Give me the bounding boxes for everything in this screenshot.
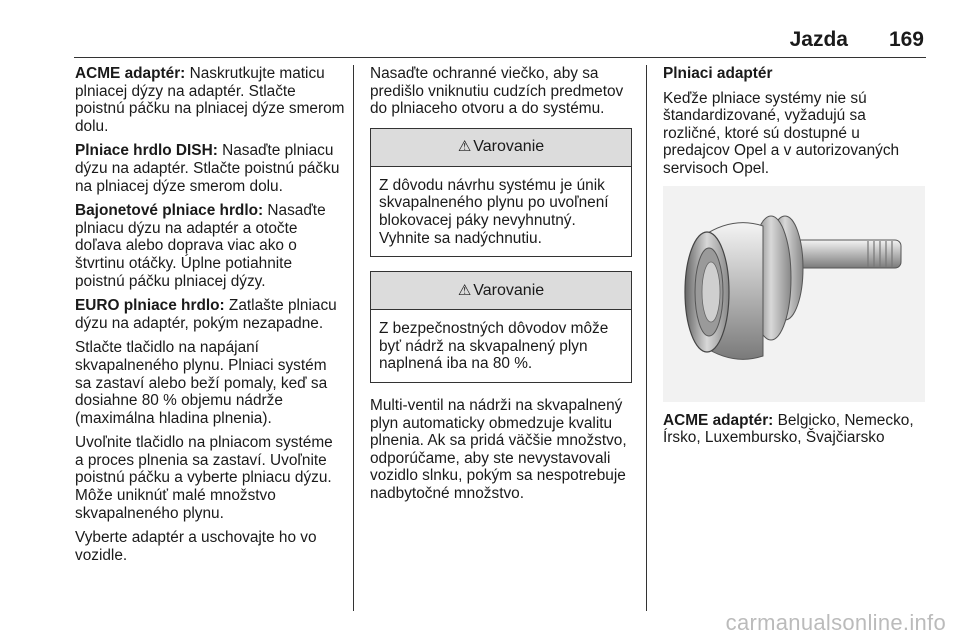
paragraph-euro	[75, 297, 345, 332]
column-1	[75, 65, 345, 571]
paragraph-text: Nasaďte plniacu dýzu na adaptér a otočte doľava alebo doprava viac ako o štvrtinu otáčky. Úplne potiahnite poistnú páčku plniacej dýzy.	[75, 202, 326, 290]
warning-text: Z bezpečnostných dôvodov môže byť nádrž na skvapalnený plyn naplnená iba na 80 %.	[379, 320, 609, 373]
paragraph-press-button: Stlačte tlačidlo na napájaní skvapalneného plynu. Plniaci systém sa zastaví alebo beží pomaly, keď sa dosiahne 80 % objemu nádrže (maximálna hladina plnenia).	[75, 339, 328, 427]
paragraph-release-button: Uvoľnite tlačidlo na plniacom systéme a proces plnenia sa zastaví. Uvoľnite poistnú páčku a vyberte plniacu dýzu. Môže uniknúť malé množstvo skvapalneného plynu.	[75, 434, 333, 522]
acme-adapter-figure	[663, 186, 925, 402]
acme-adapter-illustration-icon	[663, 186, 925, 402]
paragraph-protective-cap: Nasaďte ochranné viečko, aby sa predišlo vniknutiu cudzích predmetov do plniaceho otvoru a do systému.	[370, 65, 624, 118]
term-label: Bajonetové plniace hrdlo:	[75, 202, 264, 220]
page-header	[0, 26, 960, 56]
warning-triangle-icon: ⚠	[457, 281, 472, 299]
warning-box-1	[370, 128, 632, 257]
warning-header	[371, 272, 631, 310]
paragraph-text: Zatlašte plniacu dýzu na adaptér, pokým nezapadne.	[75, 297, 337, 332]
warning-title: Varovanie	[473, 281, 545, 299]
page-number: 169	[888, 28, 924, 51]
term-label: EURO plniace hrdlo:	[75, 297, 225, 315]
caption-text: Belgicko, Nemecko, Írsko, Luxembursko, Švajčiarsko	[663, 411, 914, 447]
paragraph-remove-adapter: Vyberte adaptér a uschovajte ho vo vozidle.	[75, 529, 317, 564]
paragraph-multi-valve: Multi-ventil na nádrži na skvapalnený plyn automaticky obmedzuje kvalitu plnenia. Ak sa pridá väčšie množstvo, odporúčame, aby ste nevystavovali vozidlo slnku, pokým sa nespotrebuje nadbytočné množstvo.	[370, 396, 627, 502]
column-divider-2	[646, 65, 647, 611]
column-2	[370, 65, 635, 510]
warning-title: Varovanie	[473, 138, 545, 156]
paragraph-text: Naskrutkujte maticu plniacej dýzy na adaptér. Stlačte poistnú páčku na plniacej dýze smerom dolu.	[75, 65, 345, 135]
warning-triangle-icon: ⚠	[457, 138, 472, 156]
term-label: ACME adaptér:	[663, 411, 774, 429]
column-divider-1	[353, 65, 354, 611]
warning-header	[371, 129, 631, 167]
column-3	[663, 65, 925, 454]
paragraph-bayonet	[75, 202, 345, 290]
section-heading: Plniaci adaptér	[663, 65, 773, 82]
watermark: carmanualsonline.info	[725, 610, 946, 635]
section-title: Jazda	[789, 28, 848, 51]
figure-caption	[663, 412, 925, 447]
warning-box-2	[370, 271, 632, 383]
term-label: Plniace hrdlo DISH:	[75, 142, 218, 160]
paragraph-dish	[75, 142, 345, 195]
term-label: ACME adaptér:	[75, 65, 186, 82]
paragraph-text: Nasaďte plniacu dýzu na adaptér. Stlačte poistnú páčku na plniacej dýze smerom dolu.	[75, 142, 340, 195]
paragraph-adapters: Keďže plniace systémy nie sú štandardizované, vyžadujú sa rozličné, ktoré sú dostupné u predajcov Opel a v autorizovaných servisoch Opel.	[663, 89, 900, 177]
paragraph-acme	[75, 65, 345, 135]
warning-text: Z dôvodu návrhu systému je únik skvapalneného plynu po uvoľnení blokovacej páky nevyhnutný. Vyhnite sa nadýchnutiu.	[379, 176, 609, 247]
header-rule	[74, 57, 926, 58]
